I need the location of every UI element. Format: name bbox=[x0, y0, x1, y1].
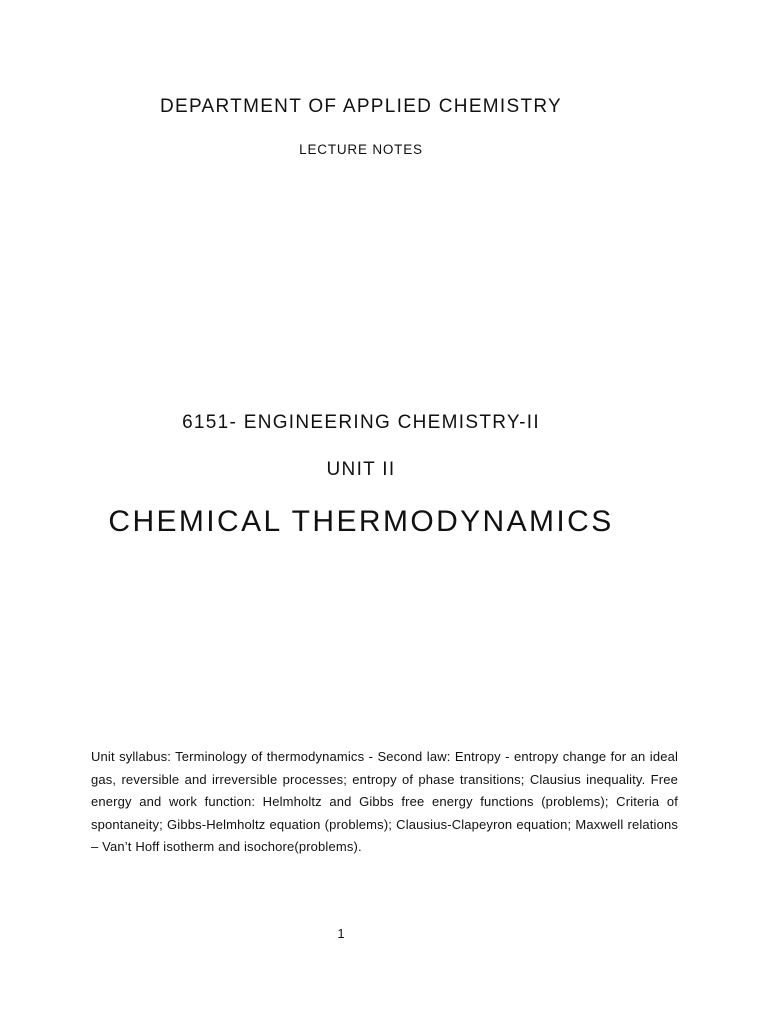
page-number: 1 bbox=[337, 926, 345, 941]
unit-label: UNIT II bbox=[326, 459, 396, 480]
department-heading: DEPARTMENT OF APPLIED CHEMISTRY bbox=[159, 96, 563, 117]
unit-syllabus-paragraph: Unit syllabus: Terminology of thermodynamics - Second law: Entropy - entropy change for an ideal gas, reversible and irreversible processes; entropy of phase transitions; Clausius inequality. Free energy and work function: Helmholtz and Gibbs free energy functions (problems); Criteria of spontaneity; Gibbs-Helmholtz equation (problems); Clausius-Clapeyron equation; Maxwell relations – Van’t Hoff isotherm and isochore(problems). bbox=[91, 749, 678, 854]
chapter-title: CHEMICAL THERMODYNAMICS bbox=[108, 505, 614, 538]
lecture-notes-label: LECTURE NOTES bbox=[299, 142, 423, 157]
course-title: 6151- ENGINEERING CHEMISTRY-II bbox=[182, 412, 540, 433]
